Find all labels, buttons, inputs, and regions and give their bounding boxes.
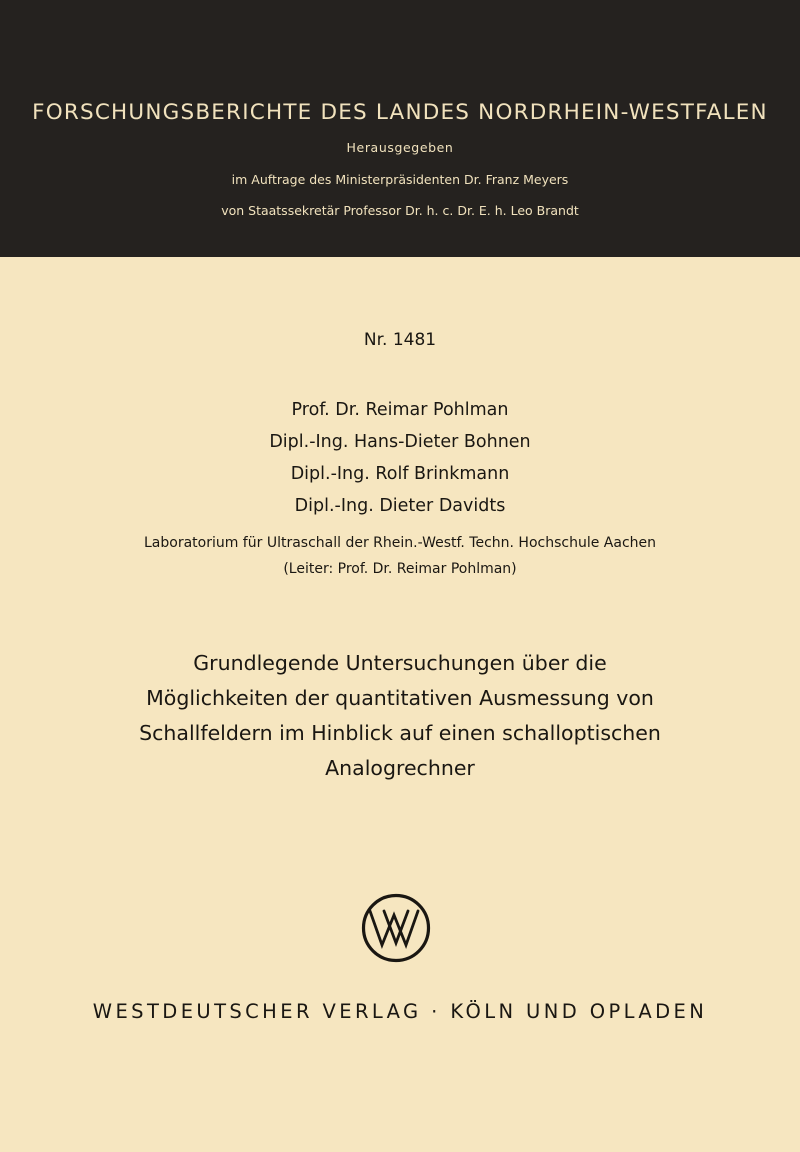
title-line: Schallfeldern im Hinblick auf einen schalloptischen [139,721,661,745]
issue-number: Nr. 1481 [363,330,437,350]
author-list [0,394,800,522]
editor-line-1: Herausgegeben [346,140,454,155]
author-name: Dipl.-Ing. Hans-Dieter Bohnen [269,432,531,452]
header-band [0,0,800,257]
title-line: Grundlegende Untersuchungen über die [193,651,607,675]
editor-line-3: von Staatssekretär Professor Dr. h. c. Dr. E. h. Leo Brandt [221,203,579,218]
author-name: Dipl.-Ing. Rolf Brinkmann [290,464,510,484]
westdeutscher-verlag-logo-icon [361,893,431,963]
author-name: Prof. Dr. Reimar Pohlman [291,400,509,420]
institute-name: Laboratorium für Ultraschall der Rhein.-Westf. Techn. Hochschule Aachen [143,535,656,551]
editor-line-2: im Auftrage des Ministerpräsidenten Dr. Franz Meyers [231,172,569,187]
publisher-line: WESTDEUTSCHER VERLAG · KÖLN UND OPLADEN [92,1000,708,1023]
author-name: Dipl.-Ing. Dieter Davidts [294,496,506,516]
book-title [0,646,800,786]
series-title: FORSCHUNGSBERICHTE DES LANDES NORDRHEIN-WESTFALEN [32,100,768,125]
institute-director: (Leiter: Prof. Dr. Reimar Pohlman) [283,561,517,577]
title-line: Möglichkeiten der quantitativen Ausmessung von [146,686,654,710]
title-line: Analogrechner [325,756,475,780]
